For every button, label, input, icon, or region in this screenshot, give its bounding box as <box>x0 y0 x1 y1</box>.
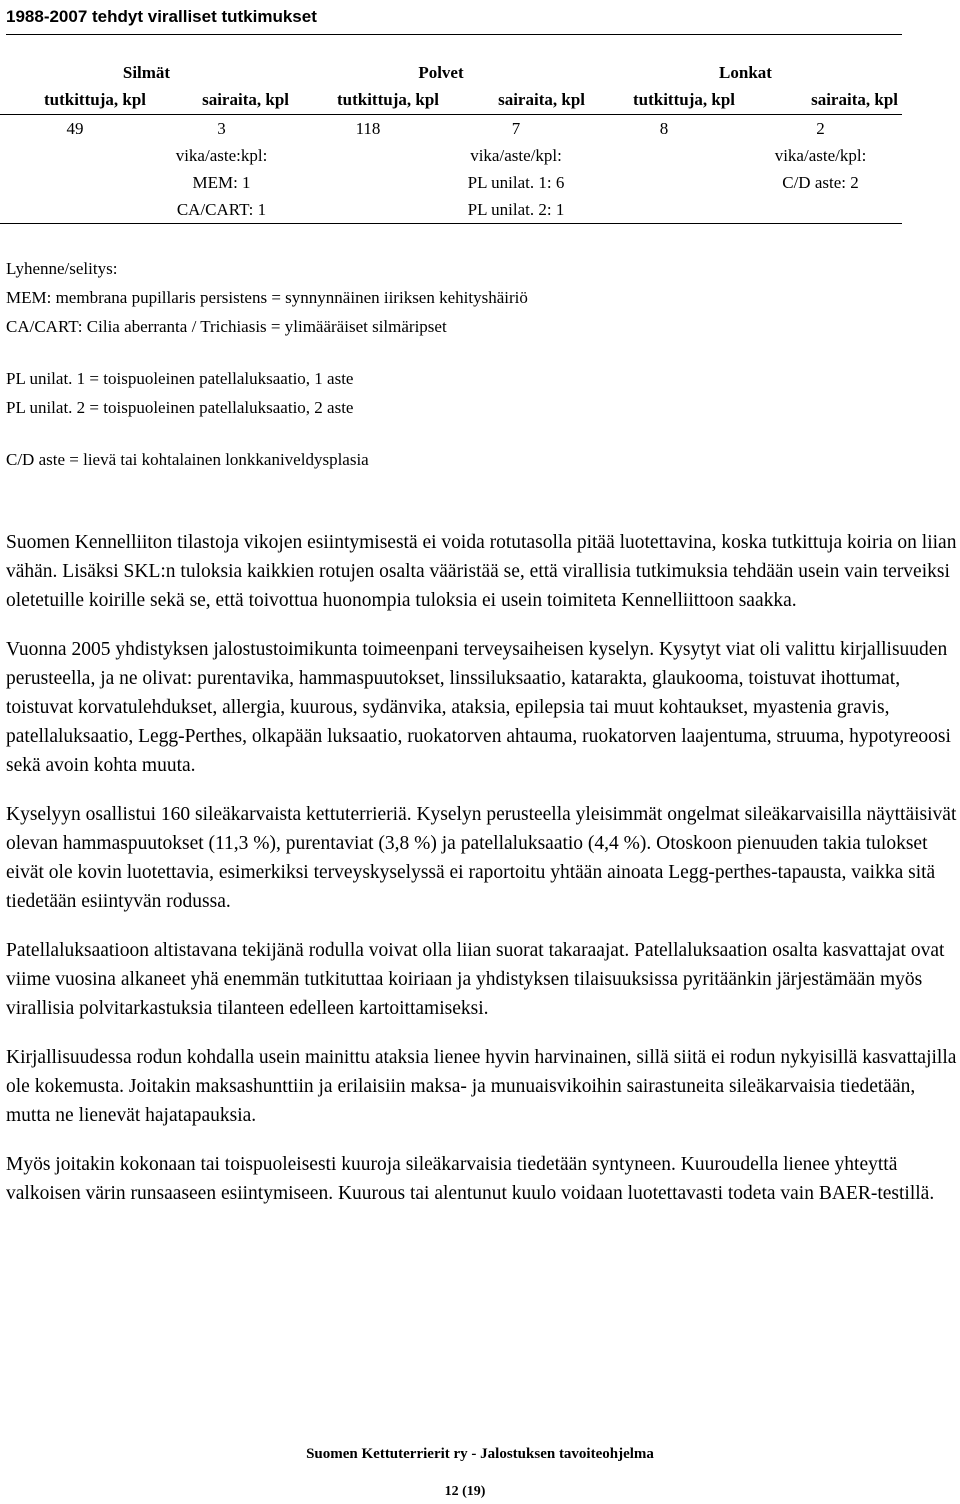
table-cell <box>0 196 150 224</box>
table-cell: vika/aste/kpl: <box>774 145 867 165</box>
table-cell: vika/aste/kpl: <box>470 145 562 165</box>
paragraph: Kyselyyn osallistui 160 sileäkarvaista kettuterrieriä. Kyselyn perusteella yleisimmät ongelmat sileäkarvaisilla näyttäisivät olevan hammaspuutokset (11,3 %), purentaviat (3,8 %) ja patellaluksaatio (4,4 %). Otoskoon pienuuden takia tulokset eivät ole kovin luotettavia, esimerkiksi terveyskyselyssä ei raportoitu yhtään ainoata Legg-perthes-tapausta, vaikka sitä tiedetään esiintyvän rodussa. <box>6 804 957 912</box>
group-header-eyes: Silmät <box>122 63 171 82</box>
table-cell: 118 <box>355 118 381 138</box>
table-cell: 3 <box>217 118 226 138</box>
column-header: tutkittuja, kpl <box>0 86 150 115</box>
table-cell: PL unilat. 2: 1 <box>443 196 589 224</box>
column-header: sairaita, kpl <box>150 86 293 115</box>
legend-pl1: PL unilat. 1 = toispuoleinen patellaluksaatio, 1 aste <box>6 369 354 388</box>
table-row <box>0 169 902 196</box>
table-cell <box>589 169 739 196</box>
table-cell <box>0 142 150 169</box>
footer-title: Suomen Kettuterrierit ry - Jalostuksen tavoiteohjelma <box>306 1446 654 1462</box>
table-cell: 2 <box>816 118 825 138</box>
legend-heading: Lyhenne/selitys: <box>6 259 118 278</box>
table-cell: vika/aste:kpl: <box>175 145 268 165</box>
legend-mem: MEM: membrana pupillaris persistens = synnynnäinen iiriksen kehityshäiriö <box>6 288 528 307</box>
legend-pl2: PL unilat. 2 = toispuoleinen patellaluksaatio, 2 aste <box>6 398 354 417</box>
page-number: 12 (19) <box>444 1484 486 1499</box>
results-table <box>0 60 902 224</box>
table-cell <box>293 169 443 196</box>
group-header-knees: Polvet <box>418 63 464 82</box>
group-header-hips: Lonkat <box>719 63 772 82</box>
paragraph: Patellaluksaatioon altistavana tekijänä rodulla voivat olla liian suorat takaraajat. Patellaluksaation osalta kasvattajat ovat viime vuosina alkaneet yhä enemmän tutkituttaa koiriaan ja yhdistyksen tilaisuuksissa pyritäänkin järjestämään myös virallisia polvitarkastuksia tilanteen edelleen kartoittamiseksi. <box>6 940 945 1019</box>
column-header: tutkittuja, kpl <box>589 86 739 115</box>
column-header: sairaita, kpl <box>739 86 902 115</box>
paragraph: Myös joitakin kokonaan tai toispuoleisesti kuuroja sileäkarvaisia tiedetään syntyneen. Kuuroudella lienee yhteyttä valkoisen värin runsaaseen esiintymiseen. Kuurous tai alentunut kuulo voidaan luotettavasti todeta vain BAER-testillä. <box>6 1154 935 1204</box>
body-text <box>6 528 958 1228</box>
column-header: tutkittuja, kpl <box>293 86 443 115</box>
table-cell: 8 <box>659 118 669 138</box>
table-cell <box>293 196 443 224</box>
table-cell: 7 <box>511 118 521 138</box>
legend-cd: C/D aste = lievä tai kohtalainen lonkkaniveldysplasia <box>6 450 369 469</box>
paragraph: Vuonna 2005 yhdistyksen jalostustoimikunta toimeenpani terveysaiheisen kyselyn. Kysytyt viat oli valittu kirjallisuuden perusteella, ja ne olivat: purentavika, hammaspuutokset, linssiluksaatio, katarakta, glaukooma, toistuvat ihottumat, toistuvat korvatulehdukset, allergia, kuurous, sydänvika, ataksia, epilepsia tai muut kohtaukset, myastenia gravis, patellaluksaatio, Legg-Perthes, olkapään luksaatio, ruokatorven ahtauma, ruokatorven laajentuma, struuma, hypotyreoosi sekä avoin kohta muuta. <box>6 639 951 776</box>
table-cell <box>739 196 902 224</box>
table-cell: C/D aste: 2 <box>782 172 859 192</box>
table-cell: CA/CART: 1 <box>150 196 293 224</box>
paragraph: Suomen Kennelliiton tilastoja vikojen esiintymisestä ei voida rotutasolla pitää luotettavina, koska tutkittuja koiria on liian vähän. Lisäksi SKL:n tuloksia kaikkien rotujen osalta vääristää se, että virallisia tutkimuksia tehdään usein vain terveiksi oletetuille koirille sekä se, että toivottua huonompia tuloksia ei usein toimiteta Kennelliittoon saakka. <box>6 532 957 611</box>
subheader-row <box>0 86 902 115</box>
table-cell <box>293 142 443 169</box>
table-cell <box>0 169 150 196</box>
paragraph: Kirjallisuudessa rodun kohdalla usein mainittu ataksia lienee hyvin harvinainen, sillä siitä ei rodun nykyisillä kasvattajilla ole kokemusta. Joitakin maksashunttiin ja erilaisiin maksa- ja munuaisvikoihin sairastuneita sileäkarvaisia tiedetään, mutta ne lienevät hajatapauksia. <box>6 1047 957 1126</box>
group-header-row <box>0 60 902 86</box>
table-cell: 49 <box>66 118 84 138</box>
table-row <box>0 115 902 143</box>
table-cell: PL unilat. 1: 6 <box>467 172 565 192</box>
legend-cacart: CA/CART: Cilia aberranta / Trichiasis = ylimääräiset silmäripset <box>6 317 447 336</box>
table-cell <box>589 142 739 169</box>
legend <box>6 254 906 474</box>
column-header: sairaita, kpl <box>443 86 589 115</box>
page-title: 1988-2007 tehdyt viralliset tutkimukset <box>6 6 902 35</box>
table-row <box>0 196 902 224</box>
table-cell: MEM: 1 <box>192 172 251 192</box>
table-cell <box>589 196 739 224</box>
table-row <box>0 142 902 169</box>
